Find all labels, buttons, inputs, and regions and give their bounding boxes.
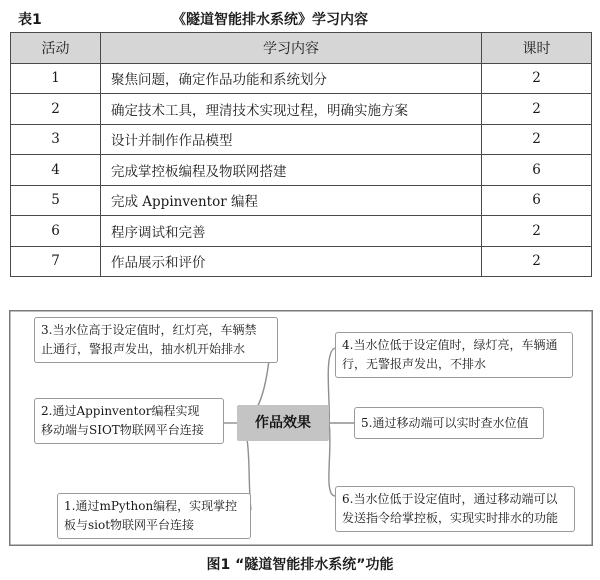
feature-text: 止通行，警报声发出，抽水机开始排水 bbox=[41, 342, 246, 356]
header-content: 学习内容 bbox=[101, 33, 482, 64]
cell-content: 确定技术工具，理清技术实现过程，明确实施方案 bbox=[101, 94, 482, 125]
feature-text: 1.通过mPython编程，实现掌控 bbox=[64, 499, 238, 513]
cell-activity: 6 bbox=[11, 216, 101, 247]
feature-box-2 bbox=[34, 398, 224, 444]
feature-box-5 bbox=[354, 407, 544, 439]
cell-hours: 2 bbox=[482, 63, 592, 94]
table-row bbox=[11, 94, 592, 125]
cell-hours: 2 bbox=[482, 124, 592, 155]
feature-text: 4.当水位低于设定值时，绿灯亮，车辆通 bbox=[342, 338, 558, 352]
table-header-row bbox=[11, 33, 592, 64]
cell-activity: 7 bbox=[11, 246, 101, 277]
cell-hours: 6 bbox=[482, 155, 592, 186]
cell-content: 完成 Appinventor 编程 bbox=[101, 185, 482, 216]
feature-text: 2.通过Appinventor编程实现 bbox=[41, 404, 200, 418]
feature-text: 3.当水位高于设定值时，红灯亮，车辆禁 bbox=[41, 323, 257, 337]
cell-hours: 2 bbox=[482, 94, 592, 125]
cell-content: 作品展示和评价 bbox=[101, 246, 482, 277]
cell-hours: 6 bbox=[482, 185, 592, 216]
cell-activity: 1 bbox=[11, 63, 101, 94]
cell-hours: 2 bbox=[482, 216, 592, 247]
center-node: 作品效果 bbox=[237, 405, 329, 441]
figure-caption: 图1 “隧道智能排水系统”功能 bbox=[206, 557, 394, 573]
cell-activity: 4 bbox=[11, 155, 101, 186]
feature-box-1 bbox=[57, 493, 251, 539]
cell-content: 聚焦问题，确定作品功能和系统划分 bbox=[101, 63, 482, 94]
feature-text: 行，无警报声发出，不排水 bbox=[342, 357, 487, 371]
cell-activity: 2 bbox=[11, 94, 101, 125]
table-row bbox=[11, 124, 592, 155]
feature-box-4 bbox=[335, 332, 573, 378]
table-label: 表1 bbox=[18, 12, 42, 28]
cell-activity: 3 bbox=[11, 124, 101, 155]
header-hours: 课时 bbox=[482, 33, 592, 64]
cell-content: 完成掌控板编程及物联网搭建 bbox=[101, 155, 482, 186]
table-row bbox=[11, 155, 592, 186]
feature-box-3 bbox=[34, 317, 278, 363]
cell-activity: 5 bbox=[11, 185, 101, 216]
feature-text: 移动端与SIOT物联网平台连接 bbox=[41, 423, 204, 437]
table-row bbox=[11, 216, 592, 247]
table-row bbox=[11, 185, 592, 216]
cell-content: 程序调试和完善 bbox=[101, 216, 482, 247]
header-activity: 活动 bbox=[11, 33, 101, 64]
feature-box-6 bbox=[335, 486, 575, 532]
learning-content-table bbox=[10, 32, 592, 277]
feature-text: 板与siot物联网平台连接 bbox=[64, 518, 195, 532]
table-row bbox=[11, 246, 592, 277]
feature-text: 6.当水位低于设定值时，通过移动端可以 bbox=[342, 492, 558, 506]
table-row bbox=[11, 63, 592, 94]
cell-hours: 2 bbox=[482, 246, 592, 277]
cell-content: 设计并制作作品模型 bbox=[101, 124, 482, 155]
feature-text: 发送指令给掌控板，实现实时排水的功能 bbox=[342, 511, 559, 525]
feature-text: 5.通过移动端可以实时查水位值 bbox=[361, 416, 529, 430]
table-caption bbox=[0, 6, 600, 30]
table-title: 《隧道智能排水系统》学习内容 bbox=[172, 12, 368, 28]
function-mindmap bbox=[9, 310, 593, 546]
